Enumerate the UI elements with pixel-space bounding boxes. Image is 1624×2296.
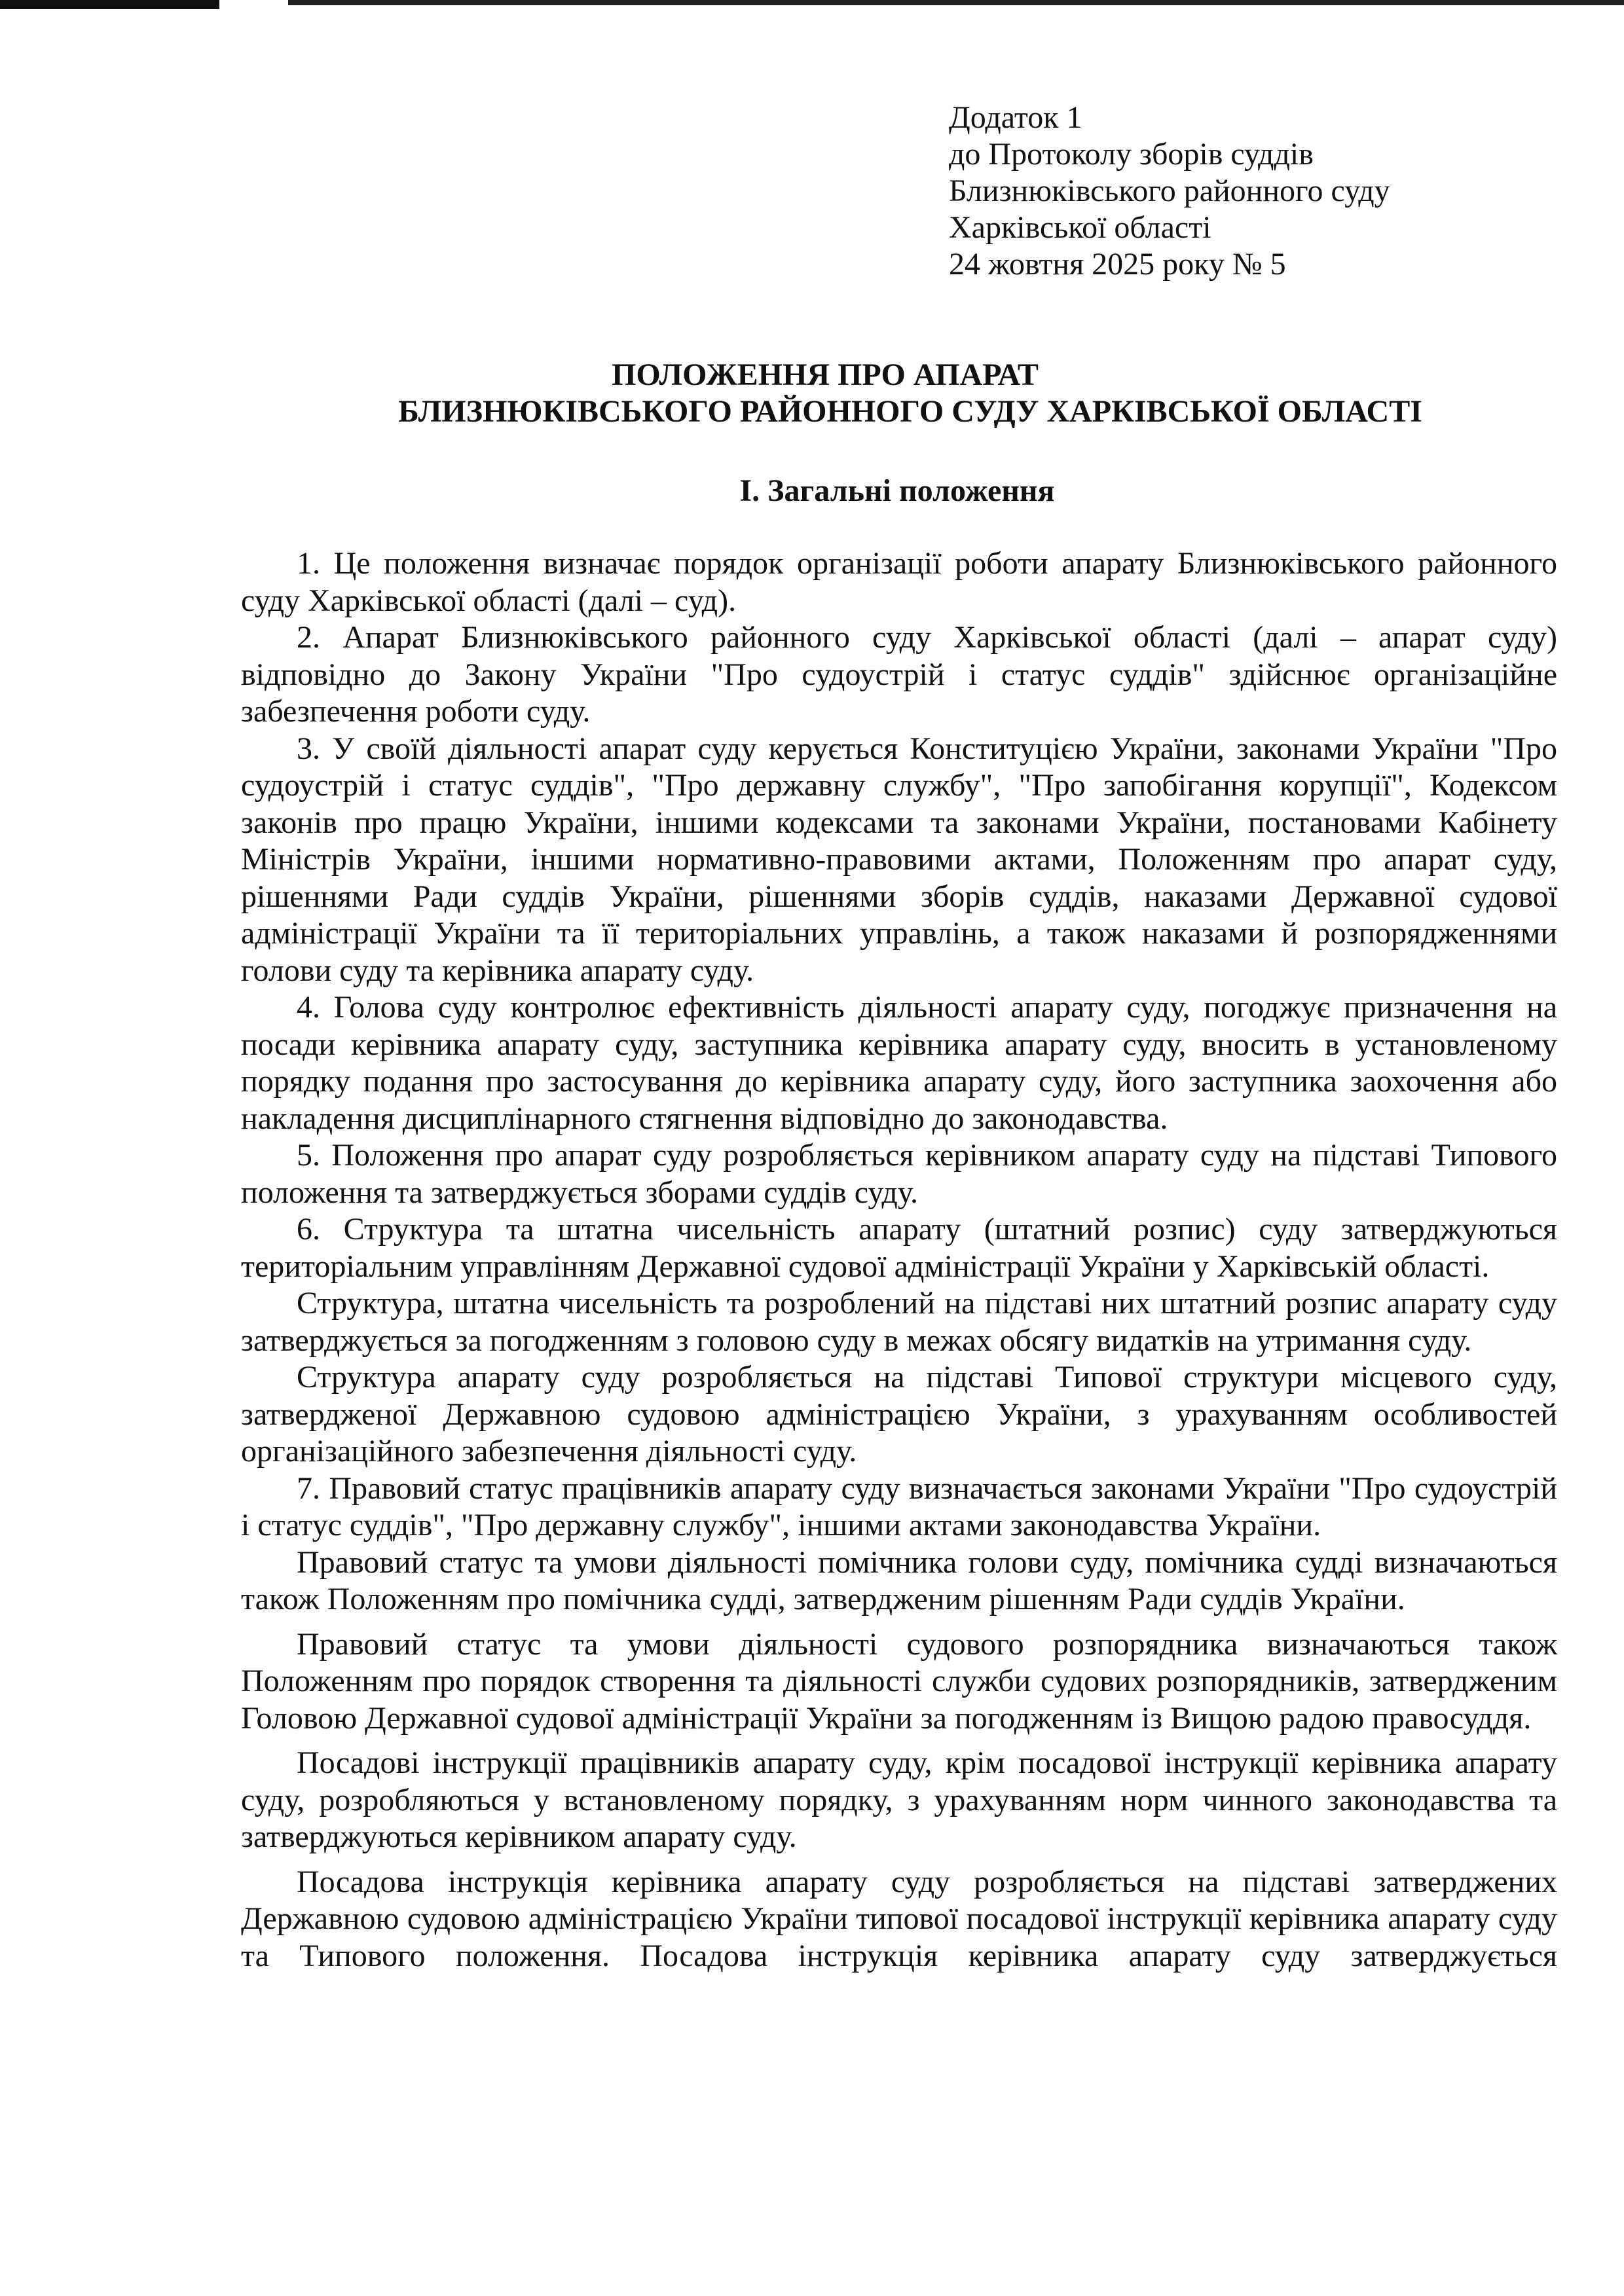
document-title <box>0 357 1624 430</box>
title-line-1: ПОЛОЖЕННЯ ПРО АПАРАТ <box>612 357 1039 392</box>
paragraph: 7. Правовий статус працівників апарату суду визначається законами України "Про судоустрій і статус суддів", "Про державну службу", іншими актами законодавства України. <box>241 1470 1557 1542</box>
annex-protocol: до Протоколу зборів суддів <box>949 137 1314 172</box>
annex-region: Харківської області <box>949 210 1211 245</box>
paragraph: Структура, штатна чисельність та розроблений на підставі них штатний розпис апарату суду затверджується за погодженням з головою суду в межах обсягу видатків на утримання суду. <box>241 1286 1557 1358</box>
paragraph: 5. Положення про апарат суду розробляється керівником апарату суду на підставі Типового положення та затверджується зборами суддів суду. <box>241 1138 1557 1210</box>
paragraph: 6. Структура та штатна чисельність апарату (штатний розпис) суду затверджуються територіальним управлінням Державної судової адміністрації України у Харківській області. <box>241 1212 1557 1284</box>
paragraph: Структура апарату суду розробляється на підставі Типової структури місцевого суду, затвердженої Державною судовою адміністрацією України, з урахуванням особливостей організаційного забезпечення діяльності суду. <box>241 1360 1557 1468</box>
paragraph: Правовий статус та умови діяльності судового розпорядника визначаються також Положенням про порядок створення та діяльності служби судових розпорядників, затвердженим Головою Державної судової адміністрації України за погодженням із Вищою радою правосуддя. <box>241 1626 1557 1736</box>
paragraph: 4. Голова суду контролює ефективність діяльності апарату суду, погоджує призначення на посади керівника апарату суду, заступника керівника апарату суду, вносить в установленому порядку подання про застосування до керівника апарату суду, його заступника заохочення або накладення дисциплінарного стягнення відповідно до законодавства. <box>241 990 1557 1136</box>
document-body <box>241 545 1557 1975</box>
scan-edge-mark <box>0 0 219 9</box>
annex-block <box>949 100 1390 283</box>
paragraph: 1. Це положення визначає порядок організації роботи апарату Близнюківського районного суду Харківської області (далі – суд). <box>241 546 1557 618</box>
annex-date: 24 жовтня 2025 року № 5 <box>949 247 1286 282</box>
section-heading: І. Загальні положення <box>739 473 1055 508</box>
paragraph: Посадові інструкції працівників апарату суду, крім посадової інструкції керівника апарату суду, розробляються у встановленому порядку, з урахуванням норм чинного законодавства та затверджуються керівником апарату суду. <box>241 1745 1557 1854</box>
paragraph: 2. Апарат Близнюківського районного суду Харківської області (далі – апарат суду) відповідно до Закону України "Про судоустрій і статус суддів" здійснює організаційне забезпечення роботи суду. <box>241 620 1557 729</box>
paragraph: 3. У своїй діяльності апарат суду керується Конституцією України, законами України "Про судоустрій і статус суддів", "Про державну службу", "Про запобігання корупції", Кодексом законів про працю України, іншими кодексами та законами України, постановами Кабінету Міністрів України, іншими нормативно-правовими актами, Положенням про апарат суду, рішеннями Ради суддів України, рішеннями зборів суддів, наказами Державної судової адміністрації України та її територіальних управлінь, а також наказами й розпорядженнями голови суду та керівника апарату суду. <box>241 731 1557 988</box>
scan-edge-line <box>288 0 1624 5</box>
annex-number: Додаток 1 <box>949 100 1082 135</box>
annex-court: Близнюківського районного суду <box>949 173 1390 208</box>
paragraph: Правовий статус та умови діяльності помічника голови суду, помічника судді визначаються також Положенням про помічника судді, затвердженим рішенням Ради суддів України. <box>241 1544 1557 1616</box>
title-line-2: БЛИЗНЮКІВСЬКОГО РАЙОННОГО СУДУ ХАРКІВСЬКОЇ ОБЛАСТІ <box>398 394 1422 429</box>
paragraph: Посадова інструкція керівника апарату суду розробляється на підставі затверджених Державною судовою адміністрацією України типової посадової інструкції керівника апарату суду та Типового положення. Посадова інструкція керівника апарату суду затверджується <box>241 1864 1557 1973</box>
